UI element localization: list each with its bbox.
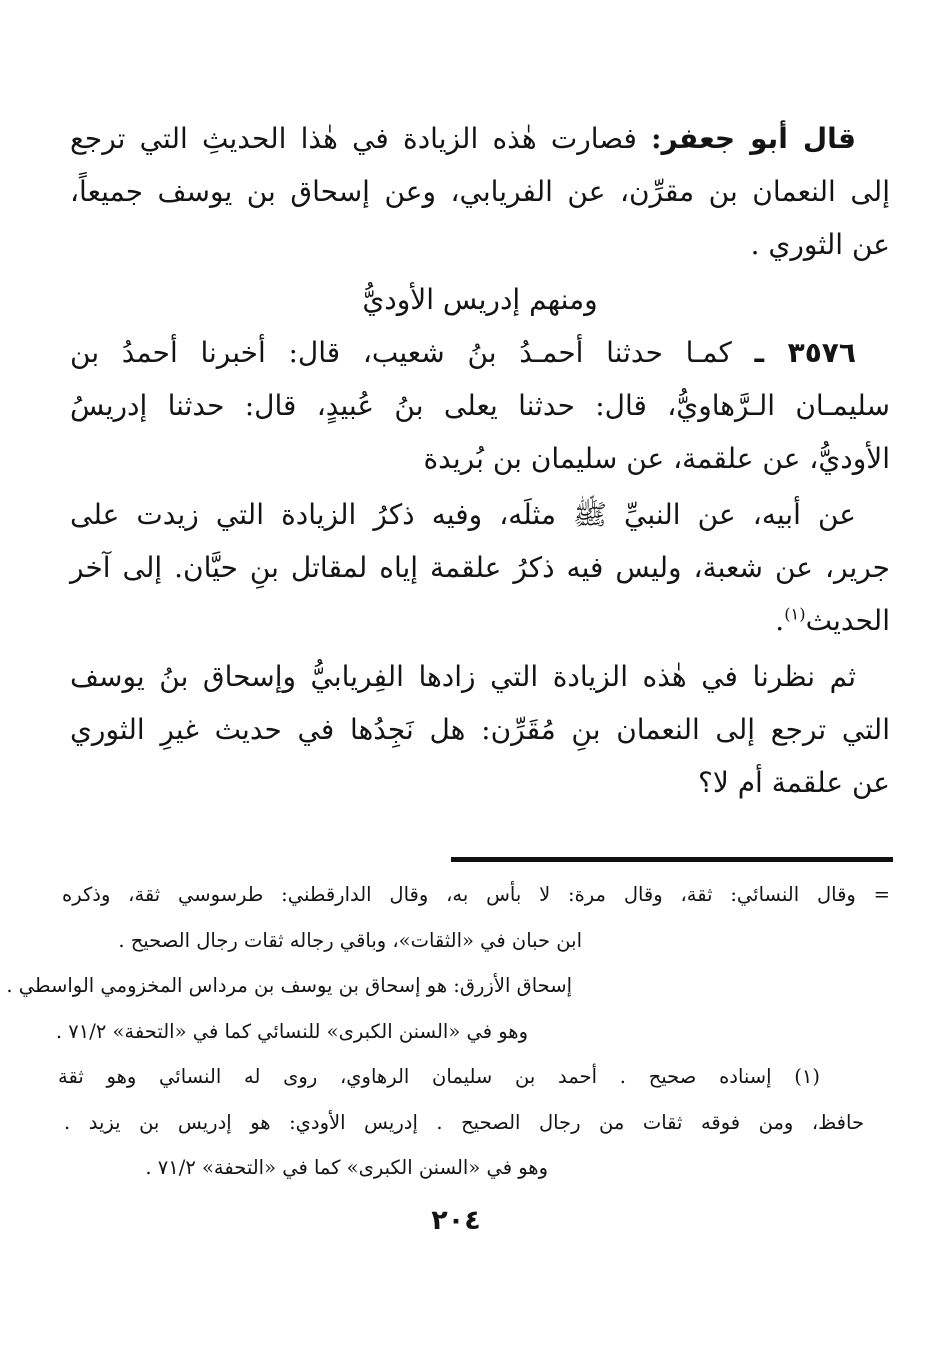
line-text: فصارت هٰذه الزيادة في هٰذا الحديثِ التي ترجع [70, 122, 637, 155]
section-heading: ومنهم إدريس الأوديُّ [362, 283, 598, 316]
paragraph-hadith-3576 [70, 326, 890, 485]
paragraph-thumma-nazarna [70, 650, 890, 809]
footnotes-block [6, 872, 890, 1191]
text-line [70, 488, 890, 541]
text-line: إلى النعمان بن مقرِّن، عن الفريابي، وعن إسحاق بن يوسف جميعاً، [70, 175, 890, 208]
footnote-line: = وقال النسائي: ثقة، وقال مرة: لا بأس به، وقال الدارقطني: طرسوسي ثقة، وذكره [62, 883, 890, 906]
text-line: عن علقمة أم لا؟ [697, 766, 890, 799]
speaker-name-bold: قال أبو جعفر: [651, 122, 857, 155]
text-line: سليمـان الـرَّهاويُّ، قال: حدثنا يعلى بنُ عُبيدٍ، قال: حدثنا إدريسُ [70, 389, 890, 422]
page-number: ٢٠٤ [431, 1205, 481, 1236]
footnote-line: إسحاق الأزرق: هو إسحاق بن يوسف بن مرداس المخزومي الواسطي . [6, 974, 572, 997]
footnote-line: ابن حبان في «الثقات»، وباقي رجاله ثقات رجال الصحيح . [118, 928, 582, 952]
footnote-line: حافظ، ومن فوقه ثقات من رجال الصحيح . إدريس الأودي: هو إدريس بن يزيد . [64, 1110, 864, 1134]
line-text: عن أبيه، عن النبيِّ [624, 498, 856, 531]
main-text-block [70, 112, 890, 809]
footnote-line: وهو في «السنن الكبرى» للنسائي كما في «التحفة» ٧١/٢ . [55, 1019, 528, 1043]
text-line: عن الثوري . [750, 228, 890, 261]
text-line: الأوديُّ، عن علقمة، عن سليمان بن بُريدة [423, 442, 890, 475]
text-line [70, 326, 890, 379]
line-text: الحديث [805, 604, 890, 637]
footnote-line: (١) إسناده صحيح . أحمد بن سليمان الرهاوي، روى له النسائي وهو ثقة [58, 1065, 820, 1088]
footnote-marker: (١) [784, 604, 806, 624]
footnote-line: وهو في «السنن الكبرى» كما في «التحفة» ٧١/٢ . [145, 1156, 548, 1179]
paragraph-an-abihi [70, 488, 890, 647]
paragraph-qala-abu-jafar [70, 112, 890, 271]
text-line: التي ترجع إلى النعمان بنِ مُقَرِّن: هل نَجِدُها في حديث غيرِ الثوري [70, 713, 890, 746]
line-text: كمـا حدثنا أحمـدُ بنُ شعيب، قال: أخبرنا أحمدُ بن [70, 336, 732, 369]
hadith-number: ٣٥٧٦ ـ [754, 336, 856, 369]
footnote-separator [451, 857, 893, 862]
sallallahu-alayhi-wasallam-ligature: ﷺ [573, 498, 607, 531]
text-line: ثم نظرنا في هٰذه الزيادة التي زادها الفِريابيُّ وإسحاق بنُ يوسف [70, 660, 856, 693]
text-line [70, 594, 890, 647]
text-line: جرير، عن شعبة، وليس فيه ذكرُ علقمة إياه لمقاتل بنِ حيَّان. إلى آخر [70, 551, 890, 584]
text-line [70, 112, 890, 165]
line-text: . [775, 604, 785, 637]
line-text: مثلَه، وفيه ذكرُ الزيادة التي زيدت على [70, 498, 556, 531]
